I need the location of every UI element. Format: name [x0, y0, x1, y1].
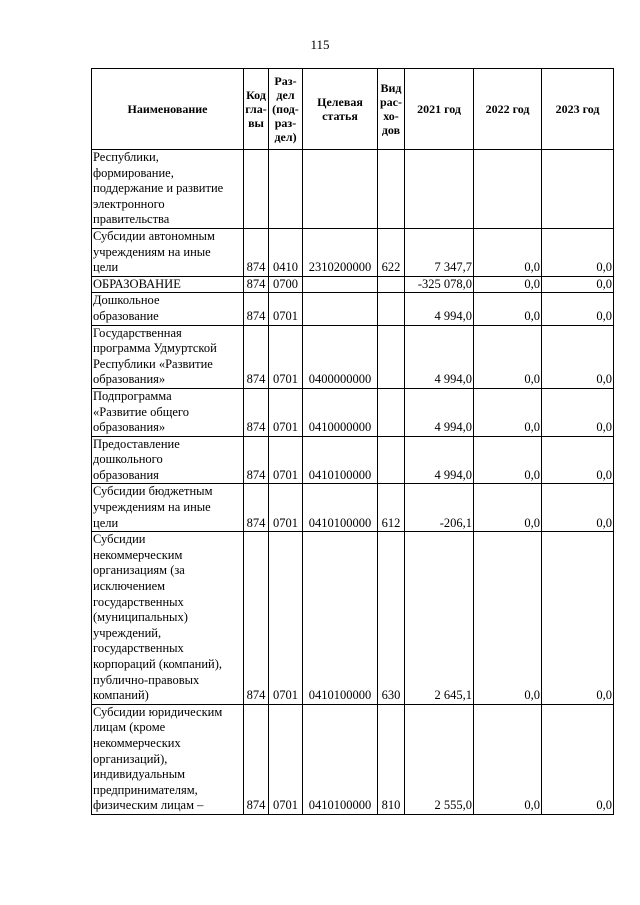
table-row — [92, 484, 614, 532]
cell-name-line: (муниципальных) — [93, 610, 188, 625]
cell-code: 874 — [244, 436, 269, 484]
header-line: Вид — [380, 81, 402, 95]
cell-2023: 0,0 — [542, 276, 614, 293]
header-2021 — [405, 69, 474, 150]
cell-2023: 0,0 — [542, 293, 614, 325]
cell-name — [92, 228, 244, 276]
cell-name-line: Республики «Развитие — [93, 356, 213, 371]
cell-type: 612 — [378, 484, 405, 532]
cell-name-line: Субсидии бюджетным — [93, 484, 213, 499]
cell-section: 0701 — [269, 532, 303, 705]
cell-name-line: учреждениям на иные — [93, 244, 211, 259]
header-line: статья — [322, 109, 358, 123]
header-line: дов — [381, 123, 401, 137]
cell-name — [92, 276, 244, 293]
cell-section: 0701 — [269, 436, 303, 484]
cell-2022: 0,0 — [474, 276, 542, 293]
cell-name-line: некоммерческим — [93, 547, 183, 562]
header-2023 — [542, 69, 614, 150]
cell-code: 874 — [244, 388, 269, 436]
cell-type — [378, 388, 405, 436]
cell-name-line: образования» — [93, 420, 166, 435]
cell-type: 630 — [378, 532, 405, 705]
cell-name-line: ОБРАЗОВАНИЕ — [93, 276, 181, 291]
header-line: раз- — [274, 116, 297, 130]
cell-name — [92, 484, 244, 532]
cell-name — [92, 532, 244, 705]
cell-target: 0410100000 — [303, 436, 378, 484]
table-row — [92, 228, 614, 276]
cell-name-line: учреждениям на иные — [93, 500, 211, 515]
cell-2022 — [474, 150, 542, 229]
cell-name-line: поддержание и развитие — [93, 181, 224, 196]
cell-section: 0701 — [269, 704, 303, 814]
header-line: 2022 год — [485, 102, 530, 116]
cell-name-line: Субсидии — [93, 532, 146, 547]
cell-2022: 0,0 — [474, 436, 542, 484]
cell-target: 0410100000 — [303, 532, 378, 705]
cell-name-line: некоммерческих — [93, 735, 181, 750]
cell-2022: 0,0 — [474, 484, 542, 532]
header-line: рас- — [380, 95, 402, 109]
table-row — [92, 276, 614, 293]
cell-name-line: организациям (за — [93, 563, 185, 578]
table-row — [92, 150, 614, 229]
cell-section: 0701 — [269, 325, 303, 388]
cell-2023: 0,0 — [542, 484, 614, 532]
cell-2023: 0,0 — [542, 228, 614, 276]
cell-section: 0700 — [269, 276, 303, 293]
cell-2021: 4 994,0 — [405, 293, 474, 325]
header-name — [92, 69, 244, 150]
cell-name-line: правительства — [93, 212, 170, 227]
header-line: гла- — [245, 102, 267, 116]
cell-2023: 0,0 — [542, 704, 614, 814]
cell-name — [92, 150, 244, 229]
table-row — [92, 388, 614, 436]
cell-2021: 7 347,7 — [405, 228, 474, 276]
header-target — [303, 69, 378, 150]
cell-code — [244, 150, 269, 229]
cell-2022: 0,0 — [474, 704, 542, 814]
cell-target — [303, 293, 378, 325]
header-2022 — [474, 69, 542, 150]
cell-2022: 0,0 — [474, 293, 542, 325]
cell-section: 0701 — [269, 484, 303, 532]
cell-2021: -206,1 — [405, 484, 474, 532]
cell-name — [92, 325, 244, 388]
cell-name-line: организаций), — [93, 751, 168, 766]
cell-name-line: цели — [93, 260, 119, 275]
cell-name-line: учреждений, — [93, 625, 162, 640]
cell-target: 2310200000 — [303, 228, 378, 276]
cell-2023: 0,0 — [542, 532, 614, 705]
header-line: дел) — [274, 130, 297, 144]
cell-2021: 4 994,0 — [405, 325, 474, 388]
cell-name-line: программа Удмуртской — [93, 341, 217, 356]
header-line: Целевая — [317, 95, 363, 109]
cell-name-line: предпринимателям, — [93, 782, 198, 797]
cell-target: 0400000000 — [303, 325, 378, 388]
header-line: (под- — [272, 102, 299, 116]
cell-name-line: образование — [93, 308, 159, 323]
cell-2022: 0,0 — [474, 532, 542, 705]
cell-name-line: исключением — [93, 579, 166, 594]
header-line: Наименование — [127, 102, 208, 116]
cell-target — [303, 150, 378, 229]
cell-name-line: корпораций (компаний), — [93, 657, 222, 671]
cell-name-line: образования — [93, 467, 159, 482]
cell-name-line: Субсидии юридическим — [93, 704, 223, 719]
cell-name — [92, 436, 244, 484]
budget-table — [91, 68, 614, 815]
cell-section — [269, 150, 303, 229]
cell-target: 0410000000 — [303, 388, 378, 436]
cell-name-line: Дошкольное — [93, 293, 160, 308]
cell-type — [378, 436, 405, 484]
cell-name — [92, 293, 244, 325]
table-row — [92, 293, 614, 325]
cell-target: 0410100000 — [303, 704, 378, 814]
cell-2021: 4 994,0 — [405, 388, 474, 436]
table-row — [92, 532, 614, 705]
header-section — [269, 69, 303, 150]
header-line: Код — [246, 88, 266, 102]
cell-code: 874 — [244, 325, 269, 388]
cell-name-line: Республики, — [93, 150, 159, 164]
cell-2021 — [405, 150, 474, 229]
cell-name-line: цели — [93, 515, 119, 530]
cell-2022: 0,0 — [474, 388, 542, 436]
cell-target — [303, 276, 378, 293]
cell-type — [378, 150, 405, 229]
cell-name-line: формирование, — [93, 165, 174, 180]
cell-2023: 0,0 — [542, 436, 614, 484]
cell-code: 874 — [244, 228, 269, 276]
cell-code: 874 — [244, 484, 269, 532]
cell-type — [378, 325, 405, 388]
cell-2022: 0,0 — [474, 228, 542, 276]
cell-name-line: публично-правовых — [93, 672, 200, 687]
cell-2021: 2 645,1 — [405, 532, 474, 705]
cell-code: 874 — [244, 704, 269, 814]
cell-name-line: электронного — [93, 196, 165, 211]
cell-section: 0410 — [269, 228, 303, 276]
cell-name-line: государственных — [93, 594, 184, 609]
header-line: Раз- — [274, 74, 297, 88]
cell-name-line: лицам (кроме — [93, 720, 166, 735]
cell-name-line: Предоставление — [93, 436, 180, 451]
cell-2023 — [542, 150, 614, 229]
table-row — [92, 436, 614, 484]
table-header-row — [92, 69, 614, 150]
cell-name-line: государственных — [93, 641, 184, 656]
header-line: хо- — [383, 109, 399, 123]
cell-type — [378, 276, 405, 293]
table-body — [92, 150, 614, 815]
cell-name-line: индивидуальным — [93, 767, 186, 782]
cell-2021: -325 078,0 — [405, 276, 474, 293]
header-type — [378, 69, 405, 150]
cell-section: 0701 — [269, 293, 303, 325]
cell-code: 874 — [244, 293, 269, 325]
cell-name-line: физическим лицам – — [93, 798, 204, 813]
cell-name-line: Подпрограмма — [93, 388, 172, 403]
cell-name-line: образования» — [93, 372, 166, 387]
table-row — [92, 325, 614, 388]
cell-2021: 4 994,0 — [405, 436, 474, 484]
cell-name-line: компаний) — [93, 688, 149, 703]
cell-2022: 0,0 — [474, 325, 542, 388]
header-line: дел — [276, 88, 295, 102]
cell-2023: 0,0 — [542, 388, 614, 436]
cell-type: 810 — [378, 704, 405, 814]
cell-type: 622 — [378, 228, 405, 276]
header-line: вы — [248, 116, 264, 130]
table-row — [92, 704, 614, 814]
cell-target: 0410100000 — [303, 484, 378, 532]
header-code — [244, 69, 269, 150]
cell-name — [92, 388, 244, 436]
header-line: 2023 год — [555, 102, 600, 116]
cell-code: 874 — [244, 532, 269, 705]
cell-name-line: Государственная — [93, 325, 182, 340]
cell-2023: 0,0 — [542, 325, 614, 388]
cell-code: 874 — [244, 276, 269, 293]
cell-name-line: дошкольного — [93, 452, 163, 467]
cell-section: 0701 — [269, 388, 303, 436]
page-number: 115 — [310, 37, 330, 52]
cell-name-line: «Развитие общего — [93, 404, 189, 419]
cell-2021: 2 555,0 — [405, 704, 474, 814]
cell-name — [92, 704, 244, 814]
cell-name-line: Субсидии автономным — [93, 228, 215, 243]
header-line: 2021 год — [417, 102, 461, 116]
cell-type — [378, 293, 405, 325]
